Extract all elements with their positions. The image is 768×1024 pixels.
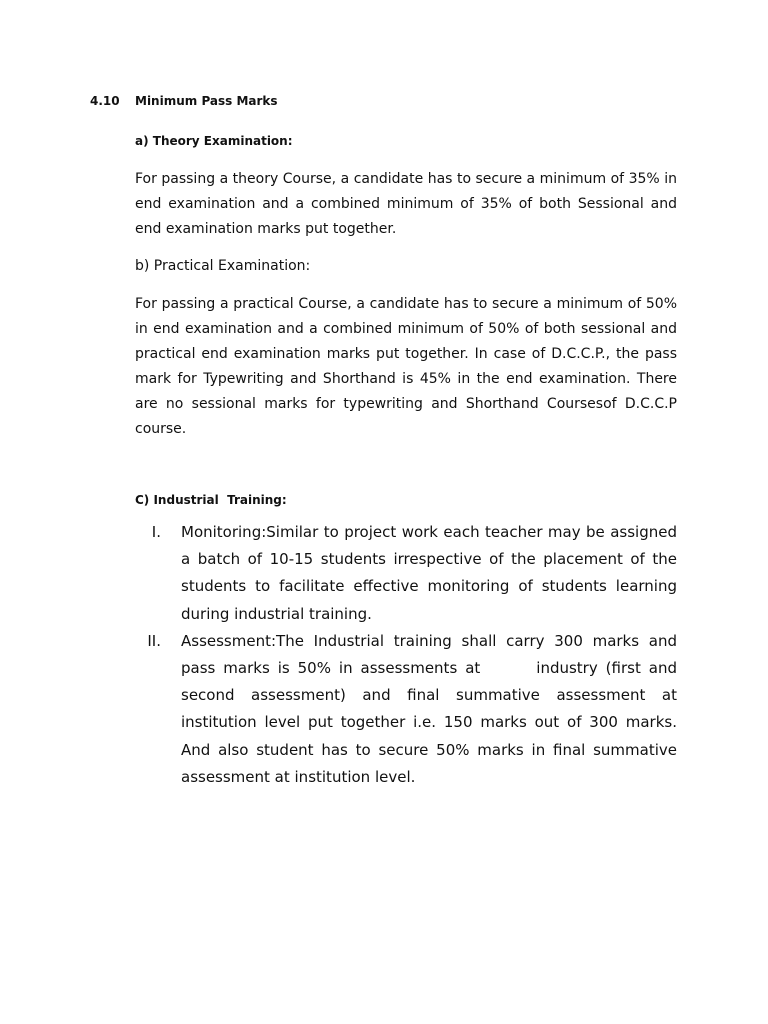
section-heading <box>90 94 278 108</box>
list-item-text-part1: Assessment:The Industrial training shall carry 300 marks and pass marks is 50% in assessments at <box>181 631 677 678</box>
list-marker: II. <box>147 631 161 650</box>
practical-paragraph: For passing a practical Course, a candidate has to secure a minimum of 50% in end examination and a combined minimum of 50% of both sessional and practical end examination marks put together. In case of D.C.C.P., the pass mark for Typewriting and Shorthand is 45% in the end examination. There are no sessional marks for typewriting and Shorthand Coursesof D.C.C.P course. <box>135 296 677 437</box>
list-item-assessment <box>135 628 677 791</box>
industrial-heading: C) Industrial Training: <box>135 493 287 507</box>
section-number: 4.10 <box>90 94 120 108</box>
section-title: Minimum Pass Marks <box>135 94 278 108</box>
industrial-training-list <box>135 519 677 791</box>
practical-heading: b) Practical Examination: <box>135 258 311 274</box>
theory-heading: a) Theory Examination: <box>135 134 293 148</box>
list-marker: I. <box>151 523 161 541</box>
list-item-text: Monitoring:Similar to project work each teacher may be assigned a batch of 10-15 students irrespective of the placement of the students to facilitate effective monitoring of students learning during industrial training. <box>181 523 677 623</box>
list-item-monitoring <box>135 519 677 628</box>
theory-paragraph: For passing a theory Course, a candidate has to secure a minimum of 35% in end examination and a combined minimum of 35% of both Sessional and end examination marks put together. <box>135 171 677 237</box>
list-item-text-part2: industry (first and second assessment) and final summative assessment at institution level put together i.e. 150 marks out of 300 marks. And also student has to secure 50% marks in final summative assessment at institution level. <box>181 659 677 786</box>
